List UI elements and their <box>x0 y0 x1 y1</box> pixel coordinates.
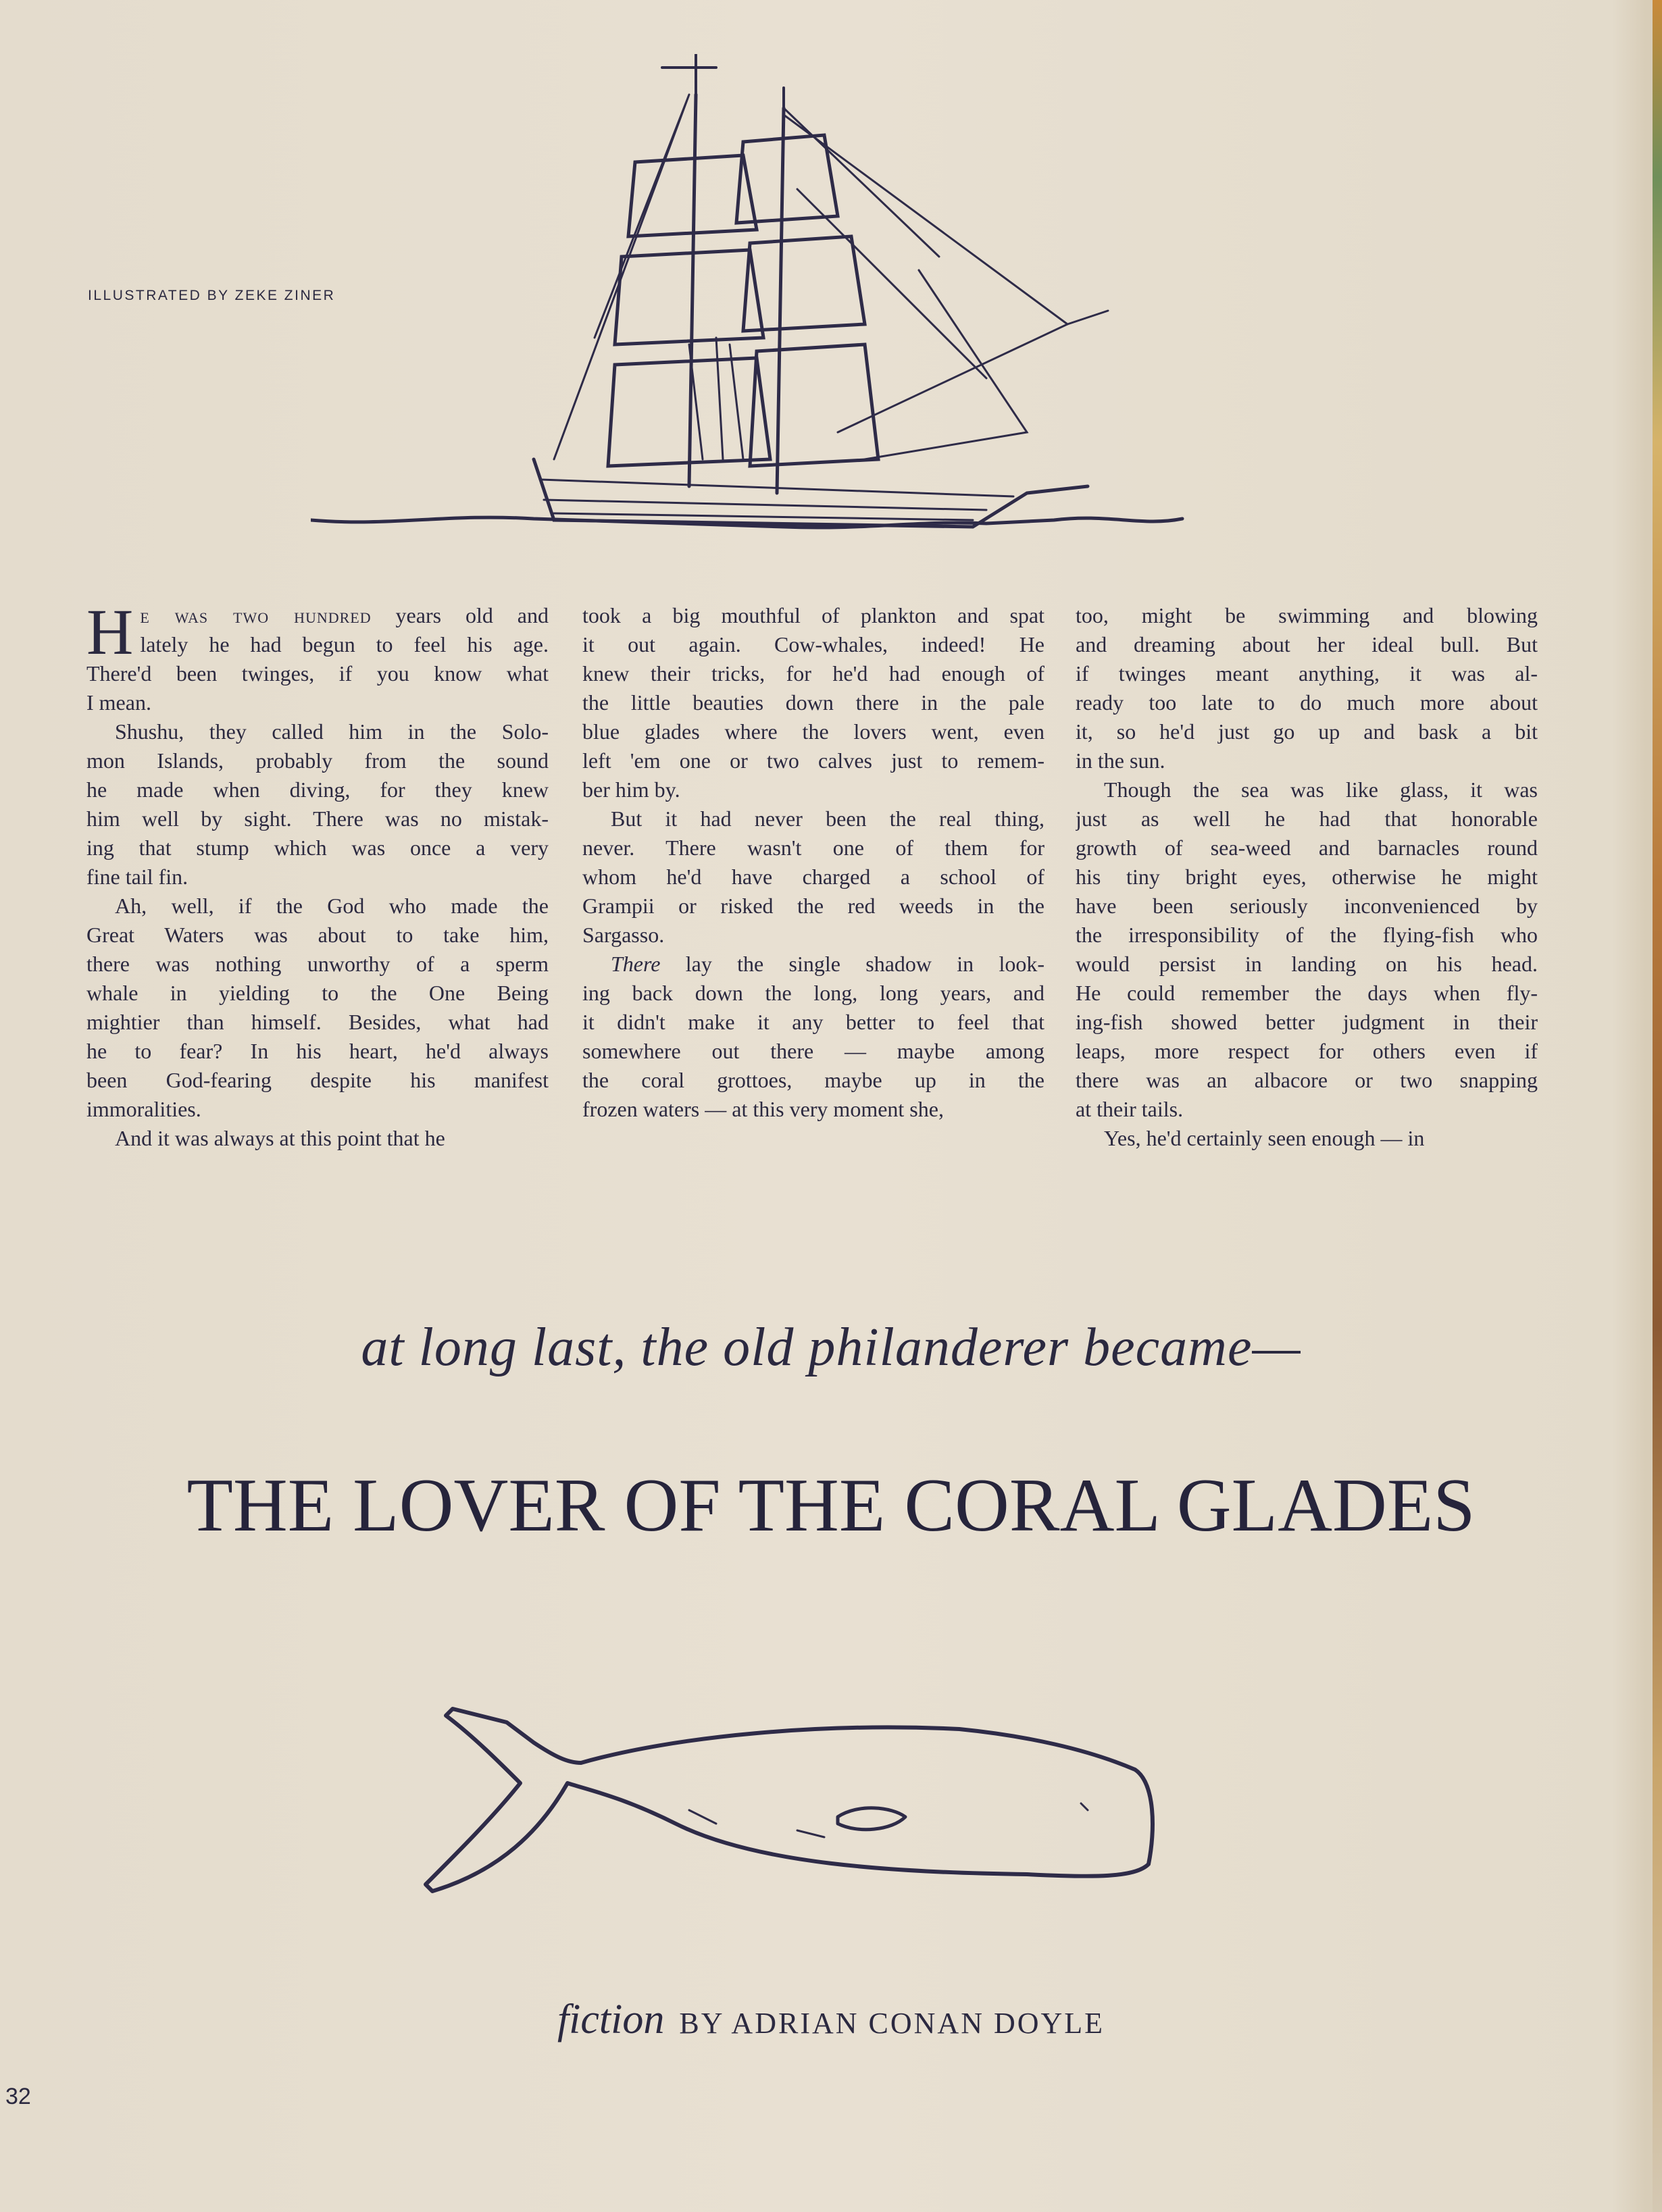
line-text: I mean. <box>86 690 151 715</box>
line-text: there was nothing unworthy of a sperm <box>86 952 549 976</box>
line-text: took a big mouthful of plankton and spat <box>582 603 1044 627</box>
story-title: THE LOVER OF THE CORAL GLADES <box>186 1464 1476 1547</box>
line-text: too, might be swimming and blowing <box>1076 603 1538 627</box>
text-line <box>86 1095 549 1124</box>
text-line <box>86 921 549 950</box>
drop-cap: H <box>86 601 134 668</box>
text-line <box>1076 979 1538 1008</box>
line-text: Yes, he'd certainly seen enough — in <box>1104 1126 1425 1150</box>
line-text: the irresponsibility of the flying-fish who <box>1076 923 1538 947</box>
text-line <box>86 833 549 863</box>
line-text: he made when diving, for they knew <box>86 777 549 802</box>
text-line <box>1076 1066 1538 1095</box>
text-line <box>1076 804 1538 833</box>
text-line <box>1076 717 1538 746</box>
line-text: frozen waters — at this very moment she, <box>582 1097 944 1121</box>
line-text: blue glades where the lovers went, even <box>582 719 1044 744</box>
line-text: at their tails. <box>1076 1097 1184 1121</box>
page-number: 32 <box>5 2084 31 2109</box>
line-text: in the sun. <box>1076 748 1165 773</box>
line-text: lay the single shadow in look- <box>685 952 1044 976</box>
text-line <box>86 863 549 892</box>
text-line <box>1076 601 1538 630</box>
text-line <box>86 601 549 630</box>
text-line <box>1076 950 1538 979</box>
line-text: fine tail fin. <box>86 865 188 889</box>
text-line <box>86 1008 549 1037</box>
line-text: Great Waters was about to take him, <box>86 923 549 947</box>
line-text: growth of sea-weed and barnacles round <box>1076 835 1538 860</box>
line-text: leaps, more respect for others even if <box>1076 1039 1538 1063</box>
text-line <box>582 775 1044 804</box>
line-text: And it was always at this point that he <box>115 1126 445 1150</box>
line-text: somewhere out there — maybe among <box>582 1039 1044 1063</box>
text-line <box>582 950 1044 979</box>
small-caps-lead: e was two hundred <box>140 603 372 627</box>
line-text: years old and <box>395 603 549 627</box>
text-line <box>86 659 549 688</box>
text-line <box>86 1066 549 1095</box>
text-line <box>582 833 1044 863</box>
line-text: ing that stump which was once a very <box>86 835 549 860</box>
text-column-3 <box>1076 601 1538 1153</box>
text-line <box>1076 775 1538 804</box>
line-text: Grampii or risked the red weeds in the <box>582 894 1044 918</box>
text-line <box>582 659 1044 688</box>
text-line <box>1076 1095 1538 1124</box>
line-text: never. There wasn't one of them for <box>582 835 1044 860</box>
text-line <box>582 1095 1044 1124</box>
line-text: the coral grottoes, maybe up in the <box>582 1068 1044 1092</box>
text-line <box>582 979 1044 1008</box>
text-column-1 <box>86 601 549 1153</box>
subtitle: at long last, the old philanderer became— <box>361 1318 1301 1377</box>
text-line <box>582 717 1044 746</box>
line-text: ready too late to do much more about <box>1076 690 1538 715</box>
line-text: There'd been twinges, if you know what <box>86 661 549 686</box>
text-line <box>1076 688 1538 717</box>
line-text: and dreaming about her ideal bull. But <box>1076 632 1538 657</box>
italic-emphasis: There <box>611 952 661 976</box>
adjacent-page-edge <box>1653 0 1662 2212</box>
text-line <box>582 892 1044 921</box>
line-text: mightier than himself. Besides, what had <box>86 1010 549 1034</box>
line-text: it, so he'd just go up and bask a bit <box>1076 719 1538 744</box>
text-line <box>86 804 549 833</box>
text-line <box>1076 1124 1538 1153</box>
illustrator-credit: ILLUSTRATED BY ZEKE ZINER <box>88 288 336 303</box>
text-line <box>582 921 1044 950</box>
line-text: just as well he had that honorable <box>1076 806 1538 831</box>
text-line <box>582 630 1044 659</box>
line-text: would persist in landing on his head. <box>1076 952 1538 976</box>
line-text: it didn't make it any better to feel that <box>582 1010 1044 1034</box>
line-text: Shushu, they called him in the Solo- <box>115 719 549 744</box>
line-text: he to fear? In his heart, he'd always <box>86 1039 549 1063</box>
text-line <box>86 630 549 659</box>
text-line <box>582 863 1044 892</box>
line-text: ber him by. <box>582 777 680 802</box>
line-text: been God-fearing despite his manifest <box>86 1068 549 1092</box>
text-line <box>582 688 1044 717</box>
text-line <box>1076 659 1538 688</box>
line-text: But it had never been the real thing, <box>611 806 1044 831</box>
text-line <box>582 1066 1044 1095</box>
whale-illustration <box>419 1695 1162 1905</box>
text-line <box>86 746 549 775</box>
line-text: whom he'd have charged a school of <box>582 865 1044 889</box>
line-text: left 'em one or two calves just to remem- <box>582 748 1044 773</box>
line-text: immoralities. <box>86 1097 201 1121</box>
text-line <box>1076 1008 1538 1037</box>
line-text: if twinges meant anything, it was al- <box>1076 661 1538 686</box>
text-line <box>86 717 549 746</box>
text-line <box>1076 892 1538 921</box>
text-line <box>86 979 549 1008</box>
text-line <box>1076 833 1538 863</box>
line-text: lately he had begun to feel his age. <box>140 632 549 657</box>
line-text: there was an albacore or two snapping <box>1076 1068 1538 1092</box>
line-text: it out again. Cow-whales, indeed! He <box>582 632 1044 657</box>
text-line <box>1076 630 1538 659</box>
line-text: ing back down the long, long years, and <box>582 981 1044 1005</box>
text-line <box>582 804 1044 833</box>
byline-author: BY ADRIAN CONAN DOYLE <box>679 2007 1105 2040</box>
line-text: him well by sight. There was no mistak- <box>86 806 549 831</box>
text-line <box>1076 921 1538 950</box>
line-text: have been seriously inconvenienced by <box>1076 894 1538 918</box>
text-line <box>1076 746 1538 775</box>
text-line <box>1076 863 1538 892</box>
line-text: his tiny bright eyes, otherwise he might <box>1076 865 1538 889</box>
text-line <box>86 892 549 921</box>
text-line <box>86 1124 549 1153</box>
byline <box>0 1996 1662 2044</box>
line-text: whale in yielding to the One Being <box>86 981 549 1005</box>
byline-genre: fiction <box>557 1997 665 2042</box>
line-text: knew their tricks, for he'd had enough of <box>582 661 1044 686</box>
text-line <box>582 1008 1044 1037</box>
text-line <box>86 688 549 717</box>
line-text: ing-fish showed better judgment in their <box>1076 1010 1538 1034</box>
text-line <box>1076 1037 1538 1066</box>
line-text: He could remember the days when fly- <box>1076 981 1538 1005</box>
line-text: Ah, well, if the God who made the <box>115 894 549 918</box>
line-text: Though the sea was like glass, it was <box>1104 777 1538 802</box>
text-line <box>582 601 1044 630</box>
line-text: Sargasso. <box>582 923 665 947</box>
text-line <box>86 950 549 979</box>
text-column-2 <box>582 601 1044 1124</box>
text-line <box>86 1037 549 1066</box>
line-text: the little beauties down there in the pale <box>582 690 1044 715</box>
text-line <box>86 775 549 804</box>
text-line <box>582 1037 1044 1066</box>
text-line <box>582 746 1044 775</box>
line-text: mon Islands, probably from the sound <box>86 748 549 773</box>
sailing-ship-illustration <box>311 54 1189 554</box>
